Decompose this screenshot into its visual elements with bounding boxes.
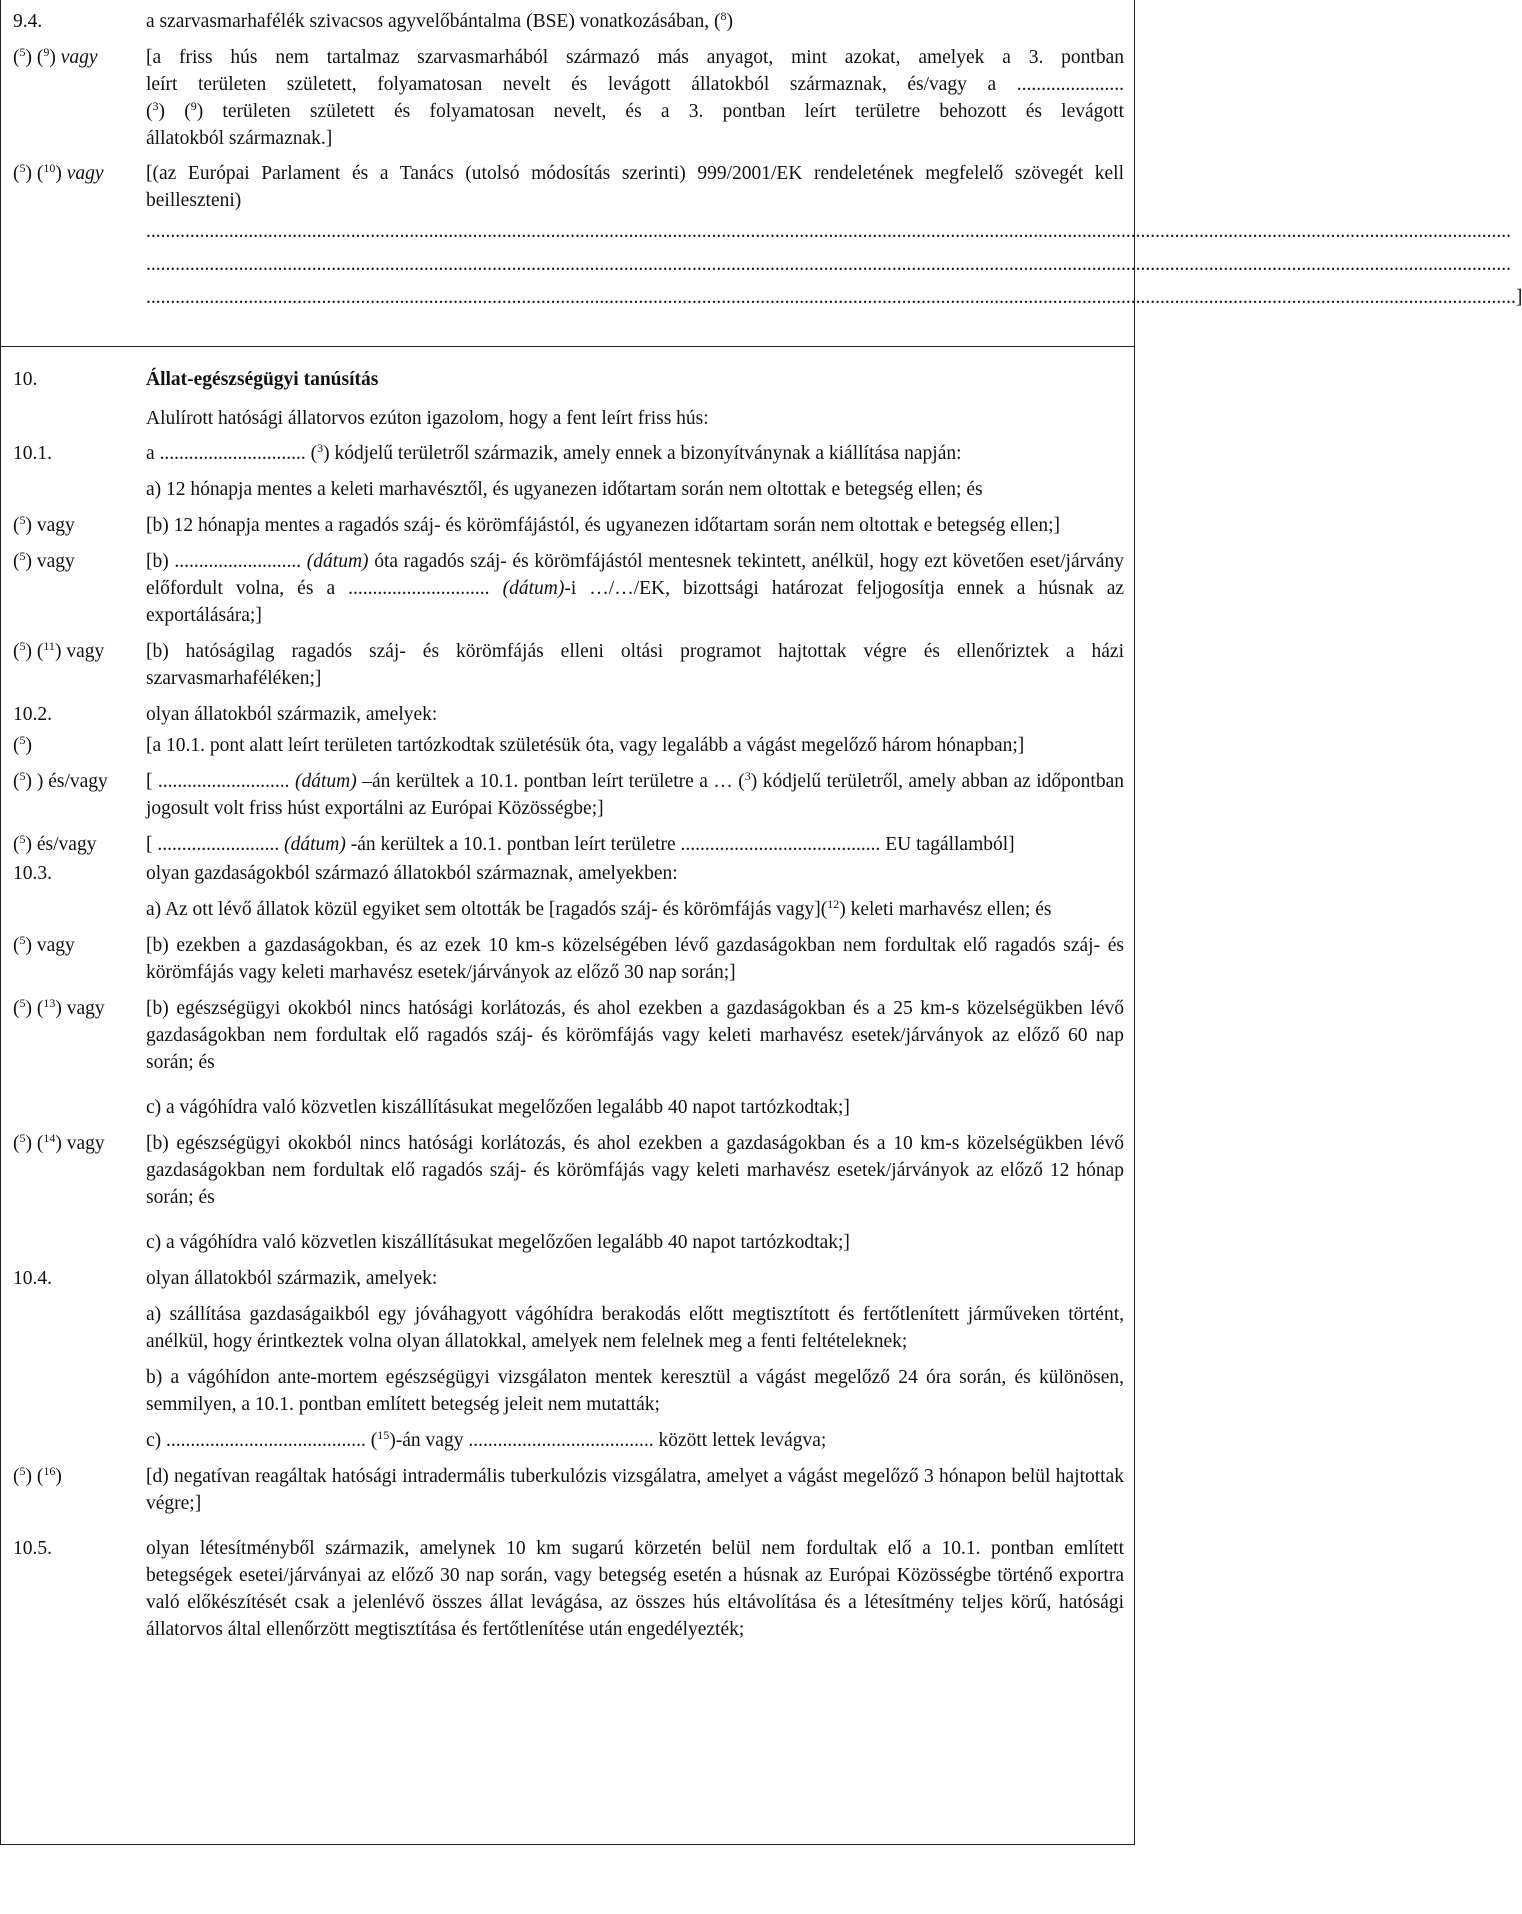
item-c: c) a vágóhídra való közvetlen kiszállításukat megelőzően legalább 40 napot tartózkodtak;] [146,1097,850,1118]
item-a: a) szállítása gazdaságaikból egy jóváhagyott vágóhídra berakodás előtt megtisztított és fertőtlenített járműveken történt, anélkül, hogy érintkeztek volna olyan állatokkal, amelyek nem felelnek meg a fenti feltételeknek; [146,1304,1124,1352]
option-label: ($^5$) ($^9$) vagy [13,45,98,68]
section-10-2: 10.2. olyan állatokból származik, amelyek: [0,701,1135,728]
option-row: ($^5$) ) és/vagy [ ........................... (dátum) –án kerültek a 10.1. pontban leírt területre a … ($^3$) kódjelű területről, amely abban az időpontban jogosult volt friss húst exportálni az Európai Közösségbe;] [13,769,1124,819]
section-number: 10.1. [13,443,52,464]
section-number: 10.5. [13,1538,52,1559]
intro-row [0,405,1135,432]
option-row-2 [0,160,1522,311]
item-a: a) Az ott lévő állatok közül egyiket sem oltották be [ragadós száj- és körömfájás vagy]($^{12}$) keleti marhavész ellen; és [146,897,1052,920]
section-number: 10.3. [13,863,52,884]
section-9-4 [0,8,1522,311]
section-number: 10.4. [13,1268,52,1289]
item-b: b) a vágóhídon ante-mortem egészségügyi vizsgálaton mentek keresztül a vágást megelőző 24 óra során, és különösen, semmilyen, a 10.1. pontban említett betegség jeleit nem mutatták; [146,1367,1124,1415]
section-number: 10. [13,369,38,390]
item-c: c) ......................................... ($^{15}$)-án vagy ...................................... között lettek levágva; [146,1428,827,1451]
section-10-5: 10.5. olyan létesítményből származik, amelynek 10 km sugarú körzetén belül nem fordultak elő a 10.1. pontban említett betegségek esetei/járványai az előző 30 nap során, vagy betegség esetén a húsnak az Európai Közösségbe történő exportra való előkészítését csak a jelenlévő összes állat levágása, az összes hús eltávolítása és a létesítmény teljes körű, hatósági állatorvos által ellenőrzött megtisztítása és fertőtlenítése után engedélyezték; [0,1535,1135,1643]
section-10-1: 10.1. a .............................. ($^3$) kódjelű területről származik, amely ennek a bizonyítványnak a kiállítása napján: [0,440,1135,467]
section-10-4: 10.4. olyan állatokból származik, amelyek: [0,1265,1135,1292]
option-label: ($^5$) ($^{10}$) vagy [13,161,104,184]
option-row-1 [0,44,1135,152]
option-row: ($^5$) ($^{16}$) [d) negatívan reagáltak hatósági intradermális tuberkulózis vizsgálatra, amelyet a vágást megelőző 3 hónapon belül hajtottak végre;] [13,1464,1124,1514]
option-row: ($^5$) vagy [b) ezekben a gazdaságokban, és az ezek 10 km-s közelségében lévő gazdaságokban nem fordultak elő ragadós száj- és körömfájás vagy keleti marhavész esetek/járványok az előző 30 nap során;] [13,933,1124,983]
option-text: [a friss hús nem tartalmaz szarvasmarhából származó más anyagot, mint azokat, amelyek a 3. pontban leírt területen született, folyamatosan nevelt és levágott állatokból származnak, és/vagy a ...................... ($^3$) ($^9$) területen született és folyamatosan nevelt, és a 3. pontban leírt területre behozott és levágott állatokból származnak.] [146,47,1124,149]
section-10-3: 10.3. olyan gazdaságokból származó állatokból származnak, amelyekben: [0,860,1135,887]
option-row: ($^5$) vagy [b) .......................... (dátum) óta ragadós száj- és körömfájástól mentesnek tekintett, anélkül, hogy ezt követően eset/járvány előfordult volna, és a ............................. (dátum)-i …/…/EK, bizottsági határozat feljogosítja ennek a húsnak az exportálására;] [13,549,1125,626]
row-9-4 [0,8,1135,35]
section-number: 9.4. [13,11,43,32]
section-divider [0,346,1135,347]
section-text: a szarvasmarhafélék szivacsos agyvelőbántalma (BSE) vonatkozásában, ($^8$) [146,9,733,32]
intro-text: Alulírott hatósági állatorvos ezúton igazolom, hogy a fent leírt friss hús: [146,408,709,429]
section-title: Állat-egészségügyi tanúsítás [146,369,379,390]
item-c: c) a vágóhídra való közvetlen kiszállításukat megelőzően legalább 40 napot tartózkodtak;] [146,1232,850,1253]
option-row: ($^5$) ($^{11}$) vagy [b) hatóságilag ragadós száj- és körömfájás elleni oltási programot hajtottak végre és ellenőriztek a házi szarvasmarhaféléken;] [13,639,1124,689]
item-a: a) 12 hónapja mentes a keleti marhavésztől, és ugyanezen időtartam során nem oltottak e betegség ellen; és [146,479,983,500]
section-heading [0,366,1135,393]
option-row: ($^5$) [a 10.1. pont alatt leírt területen tartózkodtak születésük óta, vagy legalább a vágást megelőző három hónapban;] [13,733,1025,756]
option-text: [(az Európai Parlament és a Tanács (utolsó módosítás szerinti) 999/2001/EK rendeletének megfelelő szövegét kell beilleszteni) ........................................................................................................................................................................................................................................................................................ ........................................................................................................................................................................................................................................................................................ ........................................................................................................................................................................................................................................................................................ .] [146,163,1522,308]
option-row: ($^5$) és/vagy [ ......................... (dátum) -án kerültek a 10.1. pontban leírt területre ......................................... EU tagállamból] [13,832,1015,855]
option-row: ($^5$) vagy [b) 12 hónapja mentes a ragadós száj- és körömfájástól, és ugyanezen időtartam során nem oltottak e betegség ellen;] [13,513,1061,536]
section-10 [0,366,1135,1643]
section-number: 10.2. [13,704,52,725]
option-row: ($^5$) ($^{14}$) vagy [b) egészségügyi okokból nincs hatósági korlátozás, és ahol ezekben a gazdaságokban és a 10 km-s közelségükben lévő gazdaságokban nem fordultak elő ragadós száj- és körömfájás vagy keleti marhavész esetek/járványok az előző 12 hónap során; és [13,1131,1124,1208]
option-row: ($^5$) ($^{13}$) vagy [b) egészségügyi okokból nincs hatósági korlátozás, és ahol ezekben a gazdaságokban és a 25 km-s közelségükben lévő gazdaságokban nem fordultak elő ragadós száj- és körömfájás vagy keleti marhavész esetek/járványok az előző 60 nap során; és [13,996,1124,1073]
